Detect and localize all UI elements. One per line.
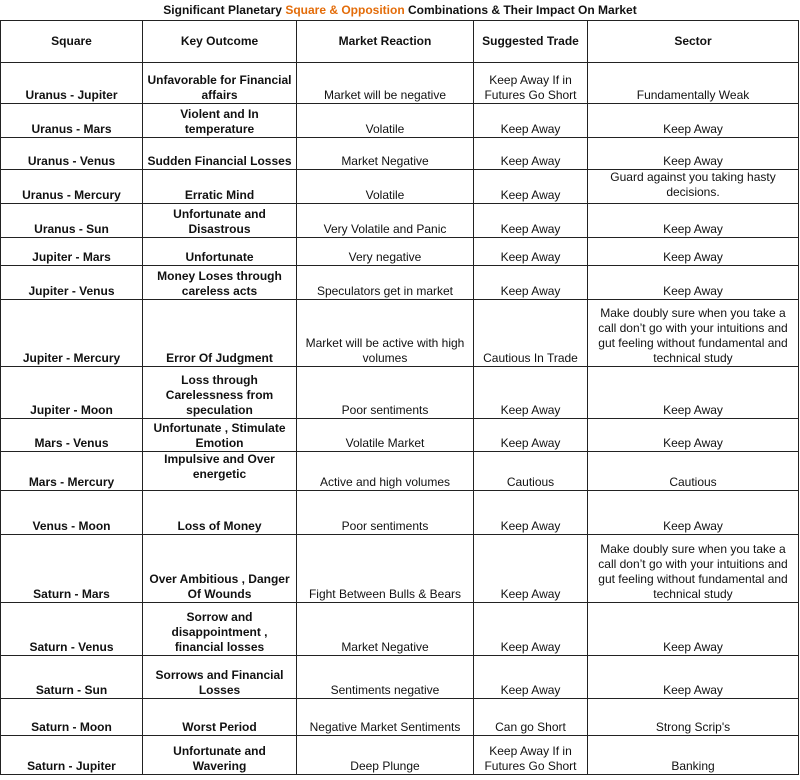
planetary-combinations-table <box>0 20 799 775</box>
cell-square: Mars - Mercury <box>1 452 143 491</box>
table-row <box>1 170 799 204</box>
table-row <box>1 699 799 736</box>
cell-key-outcome: Error Of Judgment <box>143 300 297 367</box>
cell-sector: Keep Away <box>588 367 799 419</box>
cell-square: Jupiter - Mars <box>1 238 143 266</box>
cell-suggested-trade: Keep Away <box>474 138 588 170</box>
cell-market-reaction: Volatile <box>297 104 474 138</box>
cell-square: Uranus - Venus <box>1 138 143 170</box>
cell-market-reaction: Active and high volumes <box>297 452 474 491</box>
cell-market-reaction: Fight Between Bulls & Bears <box>297 535 474 603</box>
cell-sector: Keep Away <box>588 104 799 138</box>
cell-suggested-trade: Keep Away If in Futures Go Short <box>474 736 588 775</box>
cell-market-reaction: Market will be negative <box>297 63 474 104</box>
table-row <box>1 63 799 104</box>
table-row <box>1 736 799 775</box>
cell-square: Saturn - Moon <box>1 699 143 736</box>
cell-market-reaction: Market Negative <box>297 603 474 656</box>
cell-square: Uranus - Mars <box>1 104 143 138</box>
cell-suggested-trade: Cautious In Trade <box>474 300 588 367</box>
table-row <box>1 491 799 535</box>
cell-sector: Keep Away <box>588 238 799 266</box>
table-row <box>1 603 799 656</box>
table-row <box>1 104 799 138</box>
cell-suggested-trade: Keep Away <box>474 367 588 419</box>
cell-sector: Cautious <box>588 452 799 491</box>
cell-sector: Keep Away <box>588 266 799 300</box>
cell-market-reaction: Volatile <box>297 170 474 204</box>
table-row <box>1 656 799 699</box>
table-row <box>1 266 799 300</box>
cell-market-reaction: Volatile Market <box>297 419 474 452</box>
cell-key-outcome: Impulsive and Over energetic <box>143 452 297 491</box>
title-prefix: Significant Planetary <box>163 3 282 17</box>
table-row <box>1 367 799 419</box>
cell-key-outcome: Sudden Financial Losses <box>143 138 297 170</box>
cell-sector: Keep Away <box>588 603 799 656</box>
cell-key-outcome: Erratic Mind <box>143 170 297 204</box>
cell-suggested-trade: Keep Away <box>474 266 588 300</box>
title-highlight: Square & Opposition <box>285 3 405 17</box>
cell-square: Saturn - Sun <box>1 656 143 699</box>
cell-suggested-trade: Keep Away <box>474 204 588 238</box>
table-title <box>0 0 800 20</box>
cell-square: Uranus - Sun <box>1 204 143 238</box>
title-suffix: Combinations & Their Impact On Market <box>408 3 637 17</box>
cell-square: Mars - Venus <box>1 419 143 452</box>
cell-square: Uranus - Mercury <box>1 170 143 204</box>
cell-key-outcome: Money Loses through careless acts <box>143 266 297 300</box>
cell-sector: Keep Away <box>588 491 799 535</box>
header-key-outcome: Key Outcome <box>143 21 297 63</box>
cell-market-reaction: Very Volatile and Panic <box>297 204 474 238</box>
cell-key-outcome: Over Ambitious , Danger Of Wounds <box>143 535 297 603</box>
cell-square: Venus - Moon <box>1 491 143 535</box>
table-row <box>1 300 799 367</box>
header-square: Square <box>1 21 143 63</box>
cell-suggested-trade: Keep Away <box>474 238 588 266</box>
cell-market-reaction: Sentiments negative <box>297 656 474 699</box>
cell-key-outcome: Loss through Carelessness from speculation <box>143 367 297 419</box>
cell-suggested-trade: Keep Away <box>474 535 588 603</box>
cell-key-outcome: Unfortunate and Disastrous <box>143 204 297 238</box>
table-row <box>1 535 799 603</box>
header-market-reaction: Market Reaction <box>297 21 474 63</box>
cell-square: Saturn - Venus <box>1 603 143 656</box>
header-sector: Sector <box>588 21 799 63</box>
cell-market-reaction: Speculators get in market <box>297 266 474 300</box>
cell-market-reaction: Deep Plunge <box>297 736 474 775</box>
cell-market-reaction: Poor sentiments <box>297 491 474 535</box>
cell-suggested-trade: Keep Away If in Futures Go Short <box>474 63 588 104</box>
table-row <box>1 138 799 170</box>
cell-square: Saturn - Mars <box>1 535 143 603</box>
cell-market-reaction: Market Negative <box>297 138 474 170</box>
cell-suggested-trade: Can go Short <box>474 699 588 736</box>
cell-key-outcome: Violent and In temperature <box>143 104 297 138</box>
cell-sector: Guard against you taking hasty decisions. <box>588 170 799 204</box>
table-row <box>1 238 799 266</box>
cell-square: Jupiter - Venus <box>1 266 143 300</box>
cell-square: Uranus - Jupiter <box>1 63 143 104</box>
cell-suggested-trade: Cautious <box>474 452 588 491</box>
cell-suggested-trade: Keep Away <box>474 104 588 138</box>
cell-square: Jupiter - Moon <box>1 367 143 419</box>
cell-suggested-trade: Keep Away <box>474 491 588 535</box>
cell-sector: Strong Scrip's <box>588 699 799 736</box>
table-row <box>1 419 799 452</box>
cell-square: Jupiter - Mercury <box>1 300 143 367</box>
cell-key-outcome: Sorrows and Financial Losses <box>143 656 297 699</box>
table-row <box>1 452 799 491</box>
cell-suggested-trade: Keep Away <box>474 419 588 452</box>
cell-sector: Make doubly sure when you take a call don’t go with your intuitions and gut feeling without fundamental and technical study <box>588 535 799 603</box>
cell-sector: Keep Away <box>588 138 799 170</box>
cell-suggested-trade: Keep Away <box>474 603 588 656</box>
cell-key-outcome: Unfortunate <box>143 238 297 266</box>
cell-sector: Banking <box>588 736 799 775</box>
cell-key-outcome: Worst Period <box>143 699 297 736</box>
cell-sector: Fundamentally Weak <box>588 63 799 104</box>
cell-market-reaction: Negative Market Sentiments <box>297 699 474 736</box>
cell-key-outcome: Unfortunate and Wavering <box>143 736 297 775</box>
header-suggested-trade: Suggested Trade <box>474 21 588 63</box>
cell-square: Saturn - Jupiter <box>1 736 143 775</box>
cell-sector: Keep Away <box>588 656 799 699</box>
cell-market-reaction: Poor sentiments <box>297 367 474 419</box>
cell-suggested-trade: Keep Away <box>474 170 588 204</box>
cell-sector: Make doubly sure when you take a call don’t go with your intuitions and gut feeling without fundamental and technical study <box>588 300 799 367</box>
cell-suggested-trade: Keep Away <box>474 656 588 699</box>
cell-market-reaction: Very negative <box>297 238 474 266</box>
cell-sector: Keep Away <box>588 204 799 238</box>
table-row <box>1 204 799 238</box>
header-row <box>1 21 799 63</box>
cell-key-outcome: Sorrow and disappointment , financial losses <box>143 603 297 656</box>
cell-key-outcome: Unfavorable for Financial affairs <box>143 63 297 104</box>
cell-key-outcome: Loss of Money <box>143 491 297 535</box>
cell-sector: Keep Away <box>588 419 799 452</box>
cell-market-reaction: Market will be active with high volumes <box>297 300 474 367</box>
cell-key-outcome: Unfortunate , Stimulate Emotion <box>143 419 297 452</box>
